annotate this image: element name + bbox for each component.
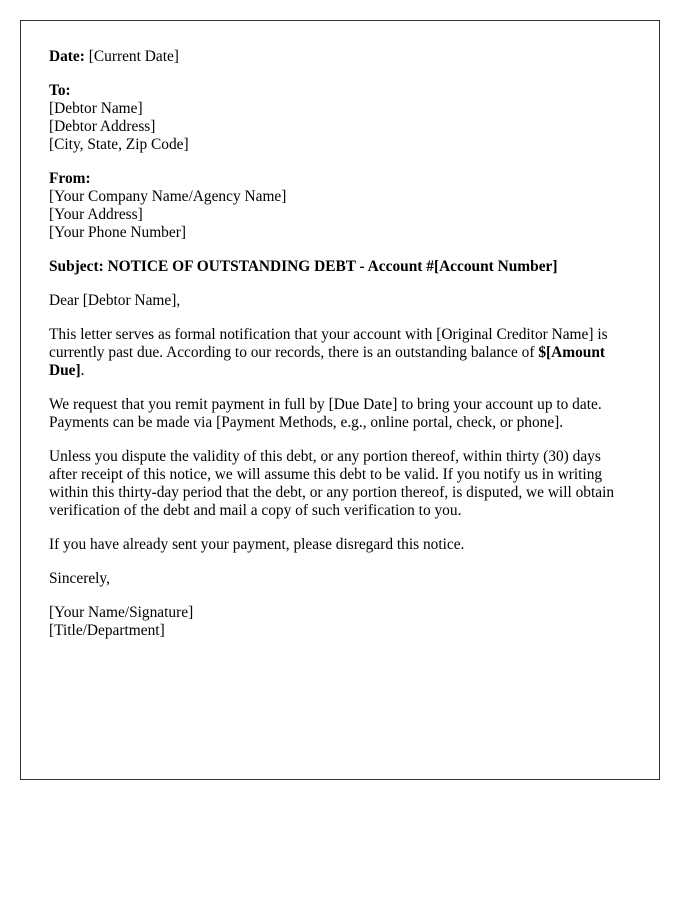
- signature-block: [49, 604, 631, 640]
- debtor-name: [Debtor Name]: [49, 100, 143, 117]
- sender-phone: [Your Phone Number]: [49, 224, 186, 241]
- debtor-city-state-zip: [City, State, Zip Code]: [49, 136, 189, 153]
- sender-company: [Your Company Name/Agency Name]: [49, 188, 287, 205]
- from-label: From:: [49, 170, 91, 187]
- date-line: [49, 48, 631, 66]
- paragraph-past-due-end: .: [80, 362, 85, 379]
- paragraph-disregard: If you have already sent your payment, please disregard this notice.: [49, 536, 465, 553]
- amount-due: $[Amount Due]: [49, 344, 606, 379]
- paragraph-payment-request: We request that you remit payment in full by [Due Date] to bring your account up to date. Payments can be made via [Payment Methods, e.g., online portal, check, or phone].: [49, 396, 602, 431]
- signature-name: [Your Name/Signature]: [49, 604, 194, 621]
- salutation: Dear [Debtor Name],: [49, 292, 181, 309]
- sender-address: [Your Address]: [49, 206, 143, 223]
- date-value: [Current Date]: [88, 48, 179, 65]
- debtor-address: [Debtor Address]: [49, 118, 156, 135]
- signature-title: [Title/Department]: [49, 622, 165, 639]
- subject-line: Subject: NOTICE OF OUTSTANDING DEBT - Account #[Account Number]: [49, 258, 558, 275]
- paragraph-past-due-text: This letter serves as formal notification that your account with [Original Creditor Name] is currently past due. According to our records, there is an outstanding balance of: [49, 326, 608, 361]
- recipient-block: [49, 82, 631, 154]
- paragraph-past-due: [49, 326, 631, 380]
- date-label: Date:: [49, 48, 85, 65]
- closing: Sincerely,: [49, 570, 110, 587]
- sender-block: [49, 170, 631, 242]
- paragraph-dispute-notice: Unless you dispute the validity of this debt, or any portion thereof, within thirty (30) days after receipt of this notice, we will assume this debt to be valid. If you notify us in writing within this thirty-day period that the debt, or any portion thereof, is disputed, we will obtain verification of the debt and mail a copy of such verification to you.: [49, 448, 615, 519]
- to-label: To:: [49, 82, 71, 99]
- letter-page: [20, 20, 660, 780]
